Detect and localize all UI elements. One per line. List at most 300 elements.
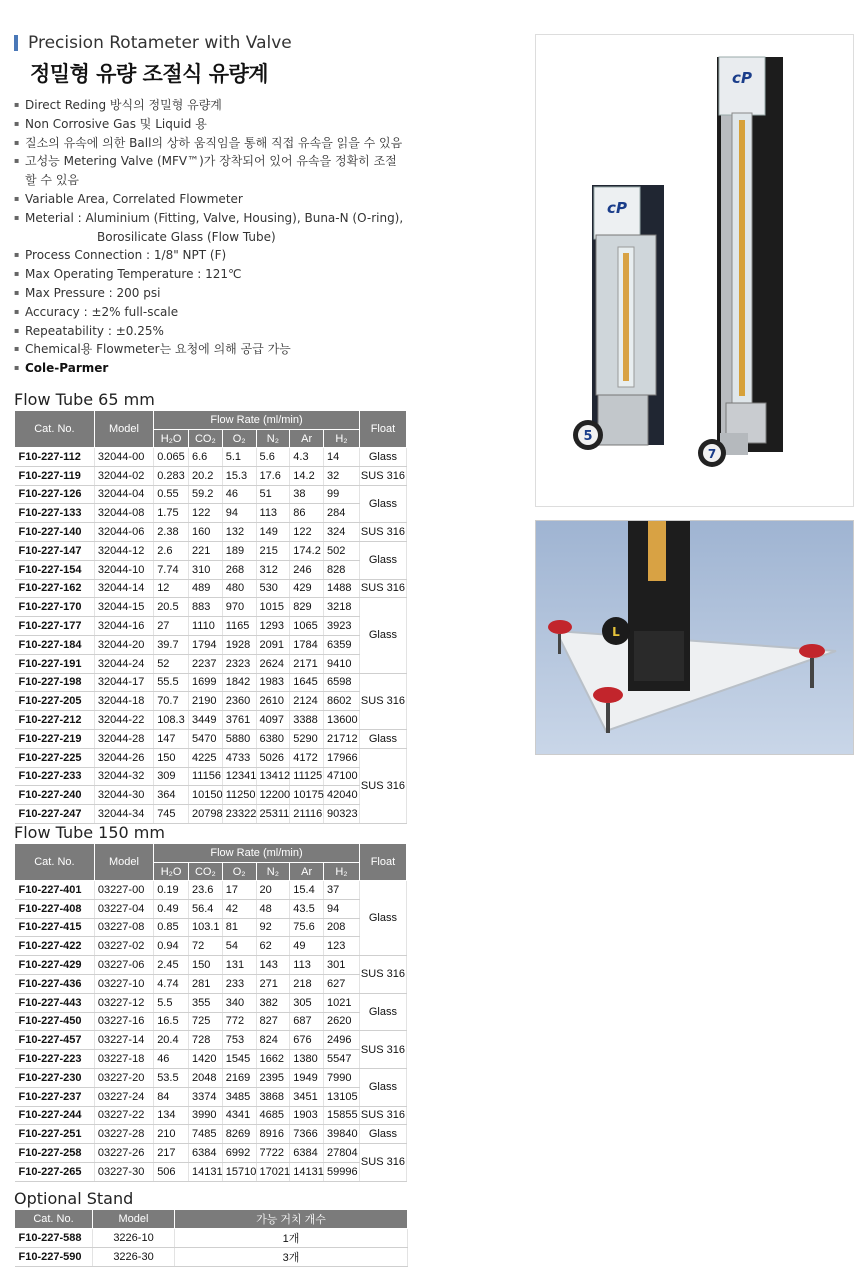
cell-n2: 215 — [256, 541, 290, 560]
cell-h2: 99 — [324, 485, 360, 504]
cell-o2: 8269 — [222, 1125, 256, 1144]
cell-cat-no: F10-227-251 — [15, 1125, 95, 1144]
cell-cat-no: F10-227-237 — [15, 1087, 95, 1106]
col-float: Float — [359, 844, 406, 881]
cell-model: 32044-12 — [94, 541, 153, 560]
cell-co2: 23.6 — [188, 881, 222, 900]
cell-model: 32044-16 — [94, 617, 153, 636]
cell-model: 03227-18 — [94, 1050, 153, 1069]
cell-h2: 8602 — [324, 692, 360, 711]
cell-h2: 47100 — [324, 767, 360, 786]
col-h2: H₂ — [324, 863, 360, 881]
col-o2: O₂ — [222, 863, 256, 881]
cell-co2: 489 — [188, 579, 222, 598]
cell-n2: 824 — [256, 1031, 290, 1050]
cell-o2: 2169 — [222, 1068, 256, 1087]
table-row — [15, 560, 407, 579]
table-row — [15, 523, 407, 542]
col-cat-no: Cat. No. — [15, 844, 95, 881]
cell-float: SUS 316 — [359, 1031, 406, 1069]
table-row — [15, 786, 407, 805]
cell-co2: 103.1 — [188, 918, 222, 937]
feature-item-continued: Borosilicate Glass (Flow Tube) — [97, 229, 276, 244]
cell-co2: 310 — [188, 560, 222, 579]
table-row — [15, 673, 407, 692]
cell-cat-no: F10-227-212 — [15, 711, 95, 730]
feature-item: ▪ Direct Reding 방식의 정밀형 유량계 — [14, 96, 414, 115]
cell-co2: 7485 — [188, 1125, 222, 1144]
cell-model: 32044-02 — [94, 466, 153, 485]
cell-ar: 3388 — [290, 711, 324, 730]
cell-co2: 11156 — [188, 767, 222, 786]
cell-cat-no: F10-227-112 — [15, 448, 95, 467]
cell-co2: 20798 — [188, 805, 222, 824]
feature-item-continued: 할 수 있음 — [25, 173, 79, 188]
cell-model: 03227-26 — [94, 1144, 153, 1163]
col-o2: O₂ — [222, 430, 256, 448]
cell-h2: 59996 — [324, 1162, 360, 1181]
cell-h2: 2496 — [324, 1031, 360, 1050]
feature-item: ▪ 고성능 Metering Valve (MFV™)가 장착되어 있어 유속을 정확히 조절 — [14, 152, 414, 171]
table-row — [15, 448, 407, 467]
cell-o2: 970 — [222, 598, 256, 617]
cell-model: 03227-24 — [94, 1087, 153, 1106]
cell-o2: 480 — [222, 579, 256, 598]
cell-co2: 2237 — [188, 654, 222, 673]
feature-item: ▪ Meterial : Aluminium (Fitting, Valve, Housing), Buna-N (O-ring), — [14, 209, 414, 228]
cell-ar: 174.2 — [290, 541, 324, 560]
section-title-tube150: Flow Tube 150 mm — [14, 823, 165, 842]
cell-co2: 14131 — [188, 1162, 222, 1181]
cell-co2: 122 — [188, 504, 222, 523]
cell-model: 32044-08 — [94, 504, 153, 523]
cell-ar: 15.4 — [290, 881, 324, 900]
cell-ar: 2171 — [290, 654, 324, 673]
cell-cat-no: F10-227-223 — [15, 1050, 95, 1069]
table-row — [15, 1229, 408, 1248]
feature-item: ▪ Process Connection : 1/8" NPT (F) — [14, 246, 414, 265]
cell-h2: 627 — [324, 974, 360, 993]
cell-h2o: 506 — [154, 1162, 189, 1181]
col-ar: Ar — [290, 863, 324, 881]
cell-cat-no: F10-227-219 — [15, 729, 95, 748]
cell-h2: 502 — [324, 541, 360, 560]
cell-h2: 324 — [324, 523, 360, 542]
cell-ar: 305 — [290, 993, 324, 1012]
cell-h2o: 0.85 — [154, 918, 189, 937]
cell-o2: 189 — [222, 541, 256, 560]
feature-item: ▪ Max Pressure : 200 psi — [14, 284, 414, 303]
cell-cat-no: F10-227-422 — [15, 937, 95, 956]
cell-o2: 12341 — [222, 767, 256, 786]
table-row — [15, 729, 407, 748]
cell-cat-no: F10-227-133 — [15, 504, 95, 523]
optional-stand-table — [14, 1209, 408, 1267]
cell-o2: 2323 — [222, 654, 256, 673]
feature-item: ▪ Accuracy : ±2% full-scale — [14, 303, 414, 322]
cell-ar: 7366 — [290, 1125, 324, 1144]
cell-model: 32044-00 — [94, 448, 153, 467]
cell-model: 03227-22 — [94, 1106, 153, 1125]
cell-h2o: 7.74 — [154, 560, 189, 579]
stand-col-cat-no: Cat. No. — [15, 1210, 93, 1229]
cell-h2o: 2.6 — [154, 541, 189, 560]
cell-float: Glass — [359, 448, 406, 467]
cell-o2: 1545 — [222, 1050, 256, 1069]
table-row — [15, 466, 407, 485]
cell-model: 32044-10 — [94, 560, 153, 579]
cell-n2: 6380 — [256, 729, 290, 748]
cell-ar: 14.2 — [290, 466, 324, 485]
cell-cat-no: F10-227-408 — [15, 899, 95, 918]
cell-model: 3226-30 — [93, 1247, 175, 1266]
cell-float: Glass — [359, 1125, 406, 1144]
cell-cat-no: F10-227-240 — [15, 786, 95, 805]
cell-ar: 218 — [290, 974, 324, 993]
col-co2: CO₂ — [188, 430, 222, 448]
flow-tube-150-body — [15, 881, 407, 1182]
table-row — [15, 485, 407, 504]
cell-h2o: 150 — [154, 748, 189, 767]
cell-o2: 6992 — [222, 1144, 256, 1163]
cell-cat-no: F10-227-233 — [15, 767, 95, 786]
cell-n2: 17021 — [256, 1162, 290, 1181]
cell-cat-no: F10-227-191 — [15, 654, 95, 673]
cell-cat-no: F10-227-225 — [15, 748, 95, 767]
table-row — [15, 805, 407, 824]
cell-o2: 268 — [222, 560, 256, 579]
cell-cat-no: F10-227-415 — [15, 918, 95, 937]
flow-tube-150-table — [14, 843, 407, 1182]
cell-h2: 17966 — [324, 748, 360, 767]
cell-n2: 113 — [256, 504, 290, 523]
cell-n2: 4685 — [256, 1106, 290, 1125]
cell-co2: 2190 — [188, 692, 222, 711]
cell-model: 3226-10 — [93, 1229, 175, 1248]
cell-n2: 5.6 — [256, 448, 290, 467]
cell-model: 32044-32 — [94, 767, 153, 786]
cell-n2: 8916 — [256, 1125, 290, 1144]
cell-ar: 49 — [290, 937, 324, 956]
section-title-tube65: Flow Tube 65 mm — [14, 390, 155, 409]
table-row — [15, 1247, 408, 1266]
col-flow-rate: Flow Rate (ml/min) — [154, 844, 360, 863]
cell-h2: 21712 — [324, 729, 360, 748]
knob-label-large: 7 — [707, 447, 717, 461]
cell-float: SUS 316 — [359, 748, 406, 823]
cell-h2o: 84 — [154, 1087, 189, 1106]
cell-model: 03227-06 — [94, 956, 153, 975]
cell-h2o: 70.7 — [154, 692, 189, 711]
cell-co2: 56.4 — [188, 899, 222, 918]
cell-ar: 687 — [290, 1012, 324, 1031]
cell-model: 03227-28 — [94, 1125, 153, 1144]
cell-float: Glass — [359, 993, 406, 1031]
cell-ar: 1065 — [290, 617, 324, 636]
cell-ar: 113 — [290, 956, 324, 975]
cell-o2: 233 — [222, 974, 256, 993]
cell-ar: 11125 — [290, 767, 324, 786]
cell-model: 32044-15 — [94, 598, 153, 617]
cell-ar: 75.6 — [290, 918, 324, 937]
cell-co2: 6384 — [188, 1144, 222, 1163]
cell-co2: 10150 — [188, 786, 222, 805]
tall-rotameter — [698, 57, 783, 467]
col-model: Model — [94, 411, 153, 448]
cell-float: Glass — [359, 485, 406, 523]
cell-ar: 3451 — [290, 1087, 324, 1106]
cell-h2: 13105 — [324, 1087, 360, 1106]
cell-float: SUS 316 — [359, 956, 406, 994]
feature-item: ▪ Max Operating Temperature : 121℃ — [14, 265, 414, 284]
cell-h2o: 27 — [154, 617, 189, 636]
cell-ar: 21116 — [290, 805, 324, 824]
cell-ar: 43.5 — [290, 899, 324, 918]
cell-cat-no: F10-227-258 — [15, 1144, 95, 1163]
cell-o2: 3485 — [222, 1087, 256, 1106]
cell-cat-no: F10-227-450 — [15, 1012, 95, 1031]
cell-model: 32044-20 — [94, 635, 153, 654]
cell-o2: 1165 — [222, 617, 256, 636]
cell-o2: 1928 — [222, 635, 256, 654]
col-cat-no: Cat. No. — [15, 411, 95, 448]
rotameter-illustration — [536, 35, 853, 506]
cell-h2: 208 — [324, 918, 360, 937]
cell-cat-no: F10-227-230 — [15, 1068, 95, 1087]
cell-n2: 13412 — [256, 767, 290, 786]
cell-h2: 1021 — [324, 993, 360, 1012]
cell-cat-no: F10-227-170 — [15, 598, 95, 617]
cell-model: 32044-22 — [94, 711, 153, 730]
col-h2o: H₂O — [154, 863, 189, 881]
cell-model: 32044-18 — [94, 692, 153, 711]
cell-o2: 3761 — [222, 711, 256, 730]
cell-h2: 1488 — [324, 579, 360, 598]
cell-cat-no: F10-227-140 — [15, 523, 95, 542]
cell-h2o: 134 — [154, 1106, 189, 1125]
cell-h2o: 53.5 — [154, 1068, 189, 1087]
col-h2o: H₂O — [154, 430, 189, 448]
cell-h2: 6359 — [324, 635, 360, 654]
cell-ar: 14131 — [290, 1162, 324, 1181]
cell-o2: 17 — [222, 881, 256, 900]
table-row — [15, 748, 407, 767]
cell-o2: 15.3 — [222, 466, 256, 485]
cell-h2: 39840 — [324, 1125, 360, 1144]
title-en-text: Precision Rotameter with Valve — [28, 33, 292, 53]
table-row — [15, 654, 407, 673]
table-row — [15, 617, 407, 636]
cell-h2: 13600 — [324, 711, 360, 730]
cell-model: 03227-20 — [94, 1068, 153, 1087]
cell-model: 32044-17 — [94, 673, 153, 692]
cell-h2: 3218 — [324, 598, 360, 617]
cell-h2o: 2.38 — [154, 523, 189, 542]
table-row — [15, 1050, 407, 1069]
cell-float: SUS 316 — [359, 673, 406, 729]
cell-h2o: 217 — [154, 1144, 189, 1163]
cell-model: 03227-14 — [94, 1031, 153, 1050]
cell-model: 03227-00 — [94, 881, 153, 900]
stand-col-model: Model — [93, 1210, 175, 1229]
cell-n2: 3868 — [256, 1087, 290, 1106]
cell-co2: 3374 — [188, 1087, 222, 1106]
cell-h2o: 12 — [154, 579, 189, 598]
cell-ar: 676 — [290, 1031, 324, 1050]
product-photo-stand — [535, 520, 854, 755]
feature-item: ▪ 질소의 유속에 의한 Ball의 상하 움직임을 통해 직접 유속을 읽을 수 있음 — [14, 134, 414, 153]
cell-model: 03227-04 — [94, 899, 153, 918]
cell-n2: 1015 — [256, 598, 290, 617]
cell-cat-no: F10-227-401 — [15, 881, 95, 900]
cell-co2: 1420 — [188, 1050, 222, 1069]
cell-o2: 2360 — [222, 692, 256, 711]
cell-o2: 23322 — [222, 805, 256, 824]
table-row — [15, 1031, 407, 1050]
cell-n2: 2395 — [256, 1068, 290, 1087]
section-title-stand: Optional Stand — [14, 1189, 134, 1208]
cell-model: 32044-06 — [94, 523, 153, 542]
cell-h2o: 4.74 — [154, 974, 189, 993]
cell-h2: 284 — [324, 504, 360, 523]
feature-brand: ▪ Cole-Parmer — [14, 359, 414, 378]
cell-ar: 1645 — [290, 673, 324, 692]
cell-cat-no: F10-227-247 — [15, 805, 95, 824]
knob-label-stand: L — [612, 625, 620, 639]
cell-cat-no: F10-227-198 — [15, 673, 95, 692]
cell-float: Glass — [359, 598, 406, 673]
cell-o2: 11250 — [222, 786, 256, 805]
cell-n2: 312 — [256, 560, 290, 579]
product-title-ko: 정밀형 유량 조절식 유량계 — [30, 62, 269, 86]
cell-float: Glass — [359, 729, 406, 748]
cell-model: 03227-10 — [94, 974, 153, 993]
cell-h2o: 20.4 — [154, 1031, 189, 1050]
cell-co2: 1794 — [188, 635, 222, 654]
cell-h2o: 16.5 — [154, 1012, 189, 1031]
small-rotameter — [573, 185, 664, 450]
product-photo-rotameters — [535, 34, 854, 507]
cell-h2o: 5.5 — [154, 993, 189, 1012]
col-n2: N₂ — [256, 863, 290, 881]
table-row — [15, 1012, 407, 1031]
cell-h2: 301 — [324, 956, 360, 975]
table-row — [15, 1144, 407, 1163]
stand-col-count: 가능 거치 개수 — [175, 1210, 408, 1229]
cell-h2o: 0.065 — [154, 448, 189, 467]
cell-model: 03227-02 — [94, 937, 153, 956]
cell-o2: 5.1 — [222, 448, 256, 467]
cell-o2: 81 — [222, 918, 256, 937]
brand-logo-tall: cP — [732, 69, 752, 87]
cell-o2: 4733 — [222, 748, 256, 767]
cell-o2: 131 — [222, 956, 256, 975]
cell-ar: 2124 — [290, 692, 324, 711]
table-row — [15, 711, 407, 730]
feature-list — [14, 96, 414, 378]
cell-cat-no: F10-227-457 — [15, 1031, 95, 1050]
cell-o2: 46 — [222, 485, 256, 504]
cell-model: 32044-34 — [94, 805, 153, 824]
cell-h2: 9410 — [324, 654, 360, 673]
table-row — [15, 767, 407, 786]
cell-co2: 72 — [188, 937, 222, 956]
cell-h2: 90323 — [324, 805, 360, 824]
col-co2: CO₂ — [188, 863, 222, 881]
cell-cat-no: F10-227-177 — [15, 617, 95, 636]
cell-o2: 5880 — [222, 729, 256, 748]
cell-model: 03227-12 — [94, 993, 153, 1012]
cell-h2o: 210 — [154, 1125, 189, 1144]
cell-n2: 530 — [256, 579, 290, 598]
cell-o2: 54 — [222, 937, 256, 956]
cell-cat-no: F10-227-205 — [15, 692, 95, 711]
cell-h2: 94 — [324, 899, 360, 918]
cell-o2: 772 — [222, 1012, 256, 1031]
cell-o2: 1842 — [222, 673, 256, 692]
cell-n2: 271 — [256, 974, 290, 993]
cell-o2: 132 — [222, 523, 256, 542]
cell-ar: 122 — [290, 523, 324, 542]
table-row — [15, 1106, 407, 1125]
cell-co2: 725 — [188, 1012, 222, 1031]
cell-ar: 1949 — [290, 1068, 324, 1087]
cell-h2o: 147 — [154, 729, 189, 748]
cell-float: SUS 316 — [359, 1144, 406, 1182]
cell-ar: 10175 — [290, 786, 324, 805]
cell-n2: 2610 — [256, 692, 290, 711]
cell-cat-no: F10-227-265 — [15, 1162, 95, 1181]
cell-n2: 17.6 — [256, 466, 290, 485]
cell-co2: 3449 — [188, 711, 222, 730]
cell-n2: 25311 — [256, 805, 290, 824]
cell-h2o: 46 — [154, 1050, 189, 1069]
col-h2: H₂ — [324, 430, 360, 448]
table-row — [15, 504, 407, 523]
cell-ar: 1903 — [290, 1106, 324, 1125]
cell-o2: 15710 — [222, 1162, 256, 1181]
stand-illustration — [536, 521, 853, 754]
feature-item: ▪ Chemical용 Flowmeter는 요청에 의해 공급 가능 — [14, 340, 414, 359]
cell-cat-no: F10-227-588 — [15, 1229, 93, 1248]
table-row — [15, 1068, 407, 1087]
cell-cat-no: F10-227-429 — [15, 956, 95, 975]
cell-cat-no: F10-227-147 — [15, 541, 95, 560]
cell-n2: 51 — [256, 485, 290, 504]
cell-co2: 3990 — [188, 1106, 222, 1125]
cell-float: SUS 316 — [359, 523, 406, 542]
product-title-en — [14, 33, 292, 53]
cell-n2: 20 — [256, 881, 290, 900]
cell-n2: 1293 — [256, 617, 290, 636]
cell-model: 32044-30 — [94, 786, 153, 805]
cell-ar: 5290 — [290, 729, 324, 748]
cell-ar: 1380 — [290, 1050, 324, 1069]
cell-n2: 2091 — [256, 635, 290, 654]
table-row — [15, 1125, 407, 1144]
cell-ar: 4.3 — [290, 448, 324, 467]
table-row — [15, 598, 407, 617]
cell-model: 03227-30 — [94, 1162, 153, 1181]
cell-float: Glass — [359, 1068, 406, 1106]
cell-h2: 7990 — [324, 1068, 360, 1087]
cell-co2: 2048 — [188, 1068, 222, 1087]
cell-cat-no: F10-227-162 — [15, 579, 95, 598]
table-row — [15, 1162, 407, 1181]
cell-h2o: 0.55 — [154, 485, 189, 504]
cell-h2o: 39.7 — [154, 635, 189, 654]
feature-item: ▪ Variable Area, Correlated Flowmeter — [14, 190, 414, 209]
